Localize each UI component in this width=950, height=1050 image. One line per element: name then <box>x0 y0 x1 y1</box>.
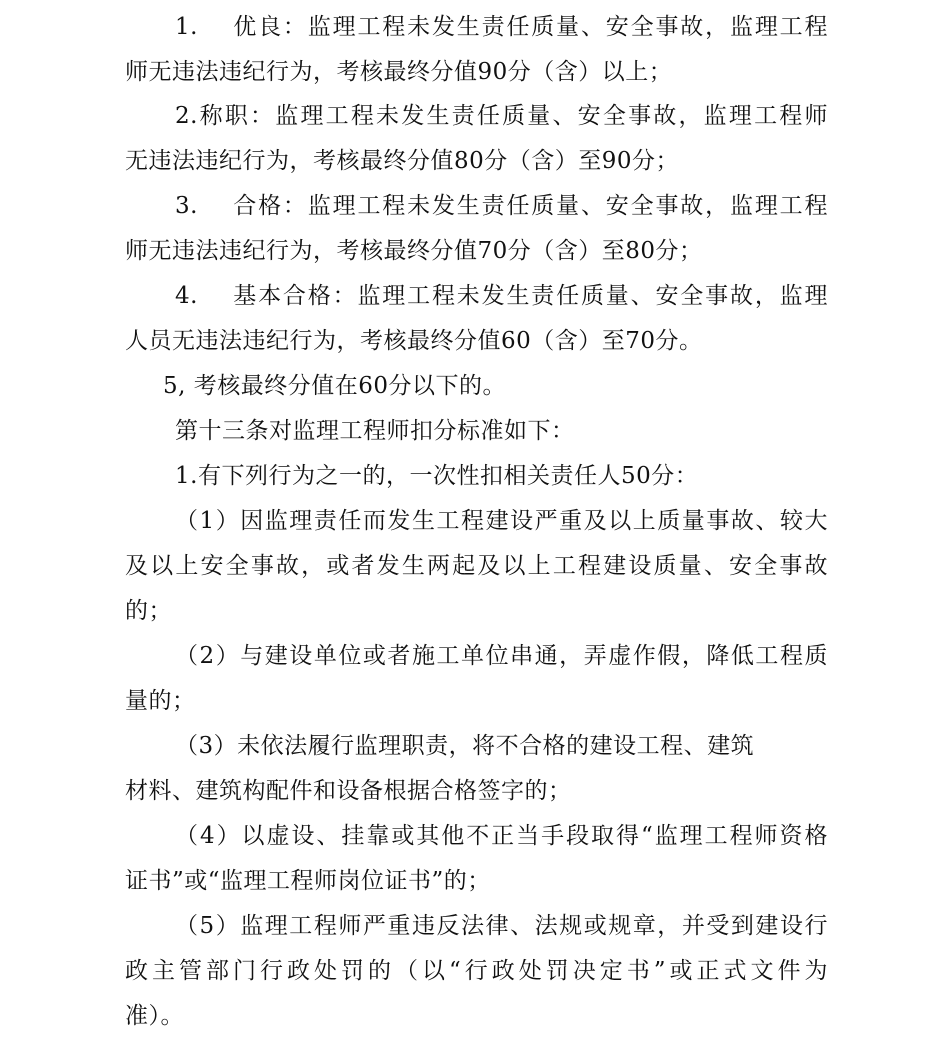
text-line-1: 1. 优良：监理工程未发生责任质量、安全事故，监理工程 <box>175 14 828 40</box>
text-line-9: 5, 考核最终分值在60分以下的。 <box>163 373 507 399</box>
text-line-7: 4. 基本合格：监理工程未发生责任质量、安全事故，监理 <box>175 283 828 309</box>
text-line-18: 材料、建筑构配件和设备根据合格签字的； <box>125 778 572 804</box>
text-line-4: 无违法违纪行为，考核最终分值80分（含）至90分； <box>125 148 680 174</box>
text-line-17: （3）未依法履行监理职责，将不合格的建设工程、建筑 <box>175 733 755 759</box>
text-line-21: （5）监理工程师严重违反法律、法规或规章，并受到建设行 <box>175 913 828 939</box>
text-line-15: （2）与建设单位或者施工单位串通，弄虚作假，降低工程质 <box>175 643 828 669</box>
text-line-10: 第十三条对监理工程师扣分标准如下： <box>175 418 575 444</box>
text-line-20: 证书”或“监理工程师岗位证书”的； <box>125 868 491 894</box>
text-line-13: 及以上安全事故，或者发生两起及以上工程建设质量、安全事故 <box>125 553 828 579</box>
text-line-23: 准）。 <box>125 1003 184 1029</box>
text-line-5: 3. 合格：监理工程未发生责任质量、安全事故，监理工程 <box>175 193 828 219</box>
text-line-6: 师无违法违纪行为，考核最终分值70分（含）至80分； <box>125 238 703 264</box>
text-line-3: 2.称职：监理工程未发生责任质量、安全事故，监理工程师 <box>175 103 828 129</box>
text-line-2: 师无违法违纪行为，考核最终分值90分（含）以上； <box>125 59 673 85</box>
text-line-22: 政主管部门行政处罚的（以“行政处罚决定书”或正式文件为 <box>125 958 828 984</box>
text-line-12: （1）因监理责任而发生工程建设严重及以上质量事故、较大 <box>175 508 828 534</box>
text-line-11: 1.有下列行为之一的，一次性扣相关责任人50分： <box>175 463 699 489</box>
text-line-14: 的； <box>125 598 172 624</box>
text-line-8: 人员无违法违纪行为，考核最终分值60（含）至70分。 <box>125 328 703 354</box>
text-line-19: （4）以虚设、挂靠或其他不正当手段取得“监理工程师资格 <box>175 823 828 849</box>
text-line-16: 量的； <box>125 688 196 714</box>
